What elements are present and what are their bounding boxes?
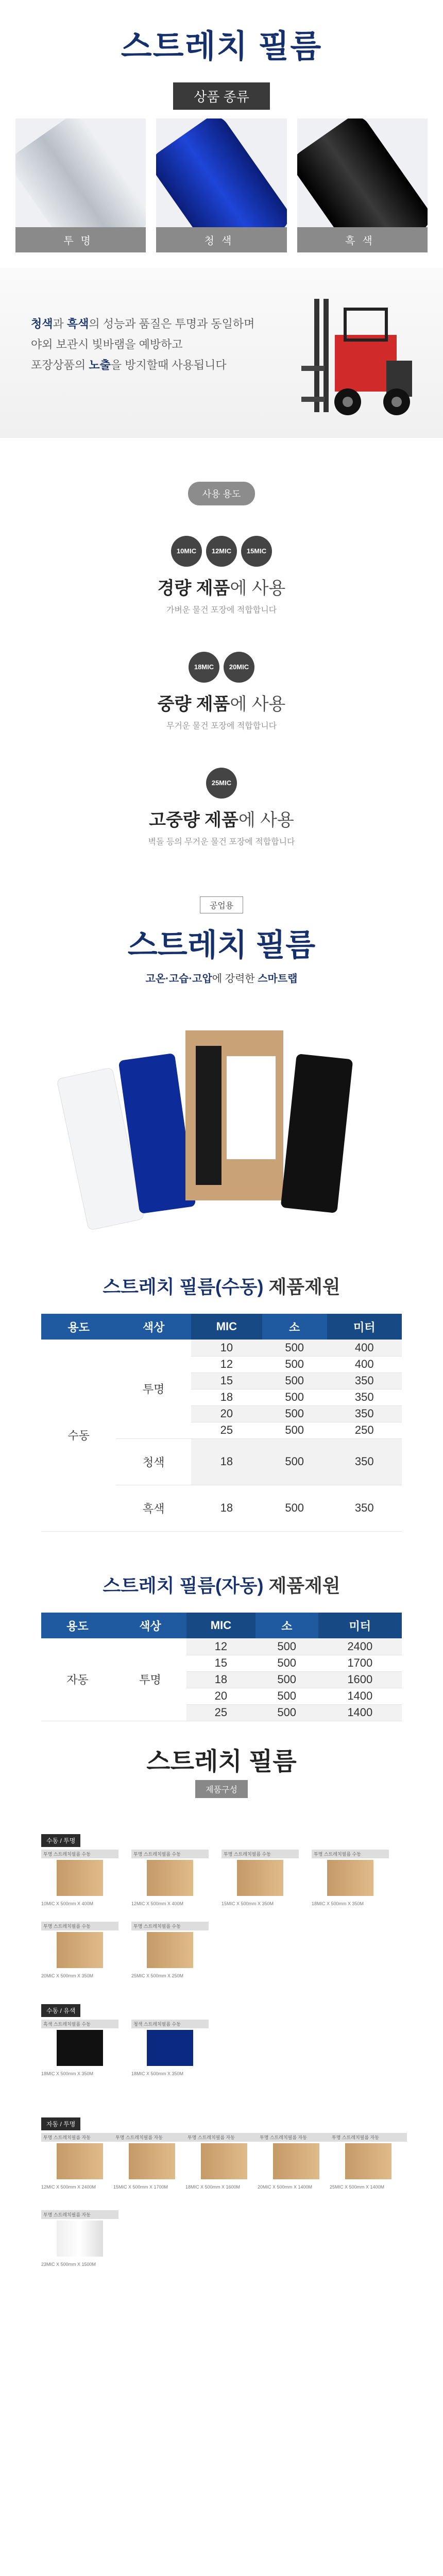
box-caption: 15MIC X 500mm X 1700M (113, 2184, 168, 2190)
spec-title-strong: 스트레치 필름(자동) (103, 1575, 264, 1596)
header-cell: 용도 (41, 1613, 114, 1638)
highlight-text: 청색 (31, 317, 53, 330)
meter-cell: 350 (327, 1405, 402, 1422)
usage-pill: 사용 용도 (188, 482, 255, 505)
table-row (41, 1340, 402, 1356)
box-caption: 15MIC X 500mm X 350M (222, 1901, 274, 1906)
spec-title-suffix: 제품제원 (263, 1276, 340, 1297)
box-image (345, 2143, 391, 2179)
mic-list (0, 536, 443, 567)
sub-text: 에 강력한 (212, 973, 258, 985)
product-box (41, 1922, 118, 1978)
product-box (312, 1850, 389, 1906)
usage-title (0, 574, 443, 599)
header-cell: MIC (191, 1314, 262, 1340)
meter-cell: 250 (327, 1422, 402, 1438)
usage-heavy (0, 768, 443, 847)
auto-spec-table (41, 1613, 402, 1721)
box-label: 투명 스트레치필름 수동 (41, 1922, 118, 1930)
mic-cell: 15 (191, 1372, 262, 1389)
header-cell: 미터 (327, 1314, 402, 1340)
product-box (222, 1850, 299, 1906)
sub-strong: 스마트랩 (258, 973, 298, 985)
mic-badge: 10MIC (171, 536, 202, 567)
meter-cell: 400 (327, 1356, 402, 1372)
text: 과 (53, 317, 67, 330)
box-label: 투명 스트레치필름 자동 (258, 2133, 335, 2142)
manual-spec-table (41, 1314, 402, 1532)
header-cell: 소 (255, 1613, 318, 1638)
color-cell: 투명 (114, 1638, 186, 1721)
usage-desc: 가벼운 물건 포장에 적합합니다 (166, 606, 277, 615)
meter-cell: 1400 (318, 1688, 402, 1704)
config-pill: 제품구성 (195, 1780, 248, 1798)
mic-badge: 18MIC (189, 652, 219, 683)
mic-badge: 20MIC (224, 652, 254, 683)
color-cell: 흑색 (116, 1485, 191, 1531)
header-cell: 미터 (318, 1613, 402, 1638)
group-cell: 자동 (41, 1638, 114, 1721)
box-image (147, 2030, 193, 2066)
box-image (57, 2143, 103, 2179)
box-caption: 20MIC X 500mm X 350M (41, 1973, 94, 1978)
mic-badge: 25MIC (206, 768, 237, 799)
spec-title-suffix: 제품제원 (263, 1575, 340, 1596)
group-label: 수동 / 유색 (41, 2004, 80, 2017)
meter-cell: 350 (327, 1485, 402, 1531)
box-caption: 18MIC X 500mm X 1600M (185, 2184, 241, 2190)
box-label: 투명 스트레치필름 자동 (41, 2133, 118, 2142)
box-label: 투명 스트레치필름 수동 (312, 1850, 389, 1858)
mic-cell: 10 (191, 1340, 262, 1356)
mic-cell: 18 (191, 1389, 262, 1405)
usage-title (0, 690, 443, 715)
box-caption: 12MIC X 500mm X 400M (131, 1901, 184, 1906)
mic-cell: 20 (186, 1688, 255, 1704)
color-cell: 청색 (116, 1438, 191, 1485)
table-header-row (41, 1613, 402, 1638)
box-image (57, 1860, 103, 1896)
meter-cell: 350 (327, 1389, 402, 1405)
category-pill: 상품 종류 (173, 82, 270, 110)
industrial-subtitle (0, 970, 443, 985)
usage-medium (0, 652, 443, 731)
so-cell: 500 (262, 1405, 327, 1422)
meter-cell: 1700 (318, 1655, 402, 1671)
so-cell: 500 (262, 1485, 327, 1531)
box-label: 투명 스트레치필름 수동 (131, 1922, 209, 1930)
box-label: 투명 스트레치필름 자동 (113, 2133, 191, 2142)
intro-line-1 (31, 314, 319, 334)
group-label: 자동 / 투명 (41, 2117, 80, 2130)
category-pill-wrap (0, 82, 443, 110)
so-cell: 500 (262, 1438, 327, 1485)
highlight-text: 흑색 (66, 317, 89, 330)
box-image (147, 1932, 193, 1968)
meter-cell: 2400 (318, 1638, 402, 1655)
product-box (185, 2133, 263, 2190)
product-box (41, 1850, 118, 1906)
config-section-title (0, 1741, 443, 1798)
industrial-tag: 공업용 (200, 896, 243, 913)
usage-light (0, 536, 443, 615)
mic-cell: 25 (191, 1422, 262, 1438)
mic-cell: 12 (186, 1638, 255, 1655)
intro-line-3 (31, 355, 319, 375)
mic-cell: 15 (186, 1655, 255, 1671)
mic-cell: 12 (191, 1356, 262, 1372)
type-label: 청색 (156, 227, 286, 252)
sub-strong: 고온·고습·고압 (145, 973, 212, 985)
box-label: 투명 스트레치필름 수동 (41, 1850, 118, 1858)
header-cell: 용도 (41, 1314, 116, 1340)
group-label: 수동 / 투명 (41, 1834, 80, 1847)
box-caption: 25MIC X 500mm X 250M (131, 1973, 184, 1978)
mic-cell: 25 (186, 1704, 255, 1721)
so-cell: 500 (262, 1340, 327, 1356)
product-box (41, 2133, 118, 2190)
config-title: 스트레치 필름 (146, 1748, 297, 1775)
box-image (57, 2030, 103, 2066)
box-image (273, 2143, 319, 2179)
so-cell: 500 (255, 1655, 318, 1671)
box-caption: 20MIC X 500mm X 1400M (258, 2184, 313, 2190)
mic-cell: 18 (191, 1485, 262, 1531)
usage-suffix: 에 사용 (230, 579, 286, 598)
mic-cell: 18 (186, 1671, 255, 1688)
meter-cell: 1600 (318, 1671, 402, 1688)
so-cell: 500 (255, 1704, 318, 1721)
box-caption: 25MIC X 500mm X 1400M (330, 2184, 385, 2190)
box-label: 청색 스트레치필름 수동 (131, 2020, 209, 2028)
product-box (330, 2133, 407, 2190)
highlight-text: 노출 (89, 359, 111, 371)
usage-title-strong: 경량 제품 (157, 579, 230, 598)
type-label: 투명 (15, 227, 146, 252)
header-cell: 소 (262, 1314, 327, 1340)
box-label: 투명 스트레치필름 수동 (222, 1850, 299, 1858)
header-cell: 색상 (116, 1314, 191, 1340)
mic-cell: 18 (191, 1438, 262, 1485)
box-caption: 18MIC X 500mm X 350M (312, 1901, 364, 1906)
box-caption: 10MIC X 500mm X 400M (41, 1901, 94, 1906)
mic-badge: 15MIC (241, 536, 272, 567)
text: 의 성능과 품질은 투명과 동일하며 (89, 317, 255, 330)
mic-list (0, 652, 443, 683)
industrial-section (0, 896, 443, 985)
box-caption: 18MIC X 500mm X 350M (41, 2071, 94, 2076)
mic-list (0, 768, 443, 799)
usage-pill-wrap (0, 482, 443, 505)
auto-spec-title (0, 1571, 443, 1598)
manual-spec-title (0, 1273, 443, 1299)
intro-line-2: 야외 보관시 빛바램을 예방하고 (31, 338, 183, 351)
box-label: 투명 스트레치필름 수동 (131, 1850, 209, 1858)
usage-desc: 무거운 물건 포장에 적합합니다 (166, 722, 277, 731)
product-box (131, 1850, 209, 1906)
text: 을 방지할때 사용됩니다 (110, 359, 227, 371)
header-cell: 색상 (114, 1613, 186, 1638)
box-caption: 12MIC X 500mm X 2400M (41, 2184, 96, 2190)
meter-cell: 400 (327, 1340, 402, 1356)
so-cell: 500 (262, 1356, 327, 1372)
box-image (201, 2143, 247, 2179)
box-caption: 23MIC X 500mm X 1500M (41, 2262, 96, 2267)
product-photo (0, 1010, 443, 1257)
product-box (131, 1922, 209, 1978)
product-types (15, 118, 428, 252)
so-cell: 500 (255, 1688, 318, 1704)
mic-badge: 12MIC (206, 536, 237, 567)
table-row (41, 1638, 402, 1655)
usage-desc: 벽돌 등의 무거운 물건 포장에 적합합니다 (148, 838, 295, 846)
text: 포장상품의 (31, 359, 89, 371)
mic-cell: 20 (191, 1405, 262, 1422)
table-header-row (41, 1314, 402, 1340)
box-image (57, 2221, 103, 2257)
color-cell: 투명 (116, 1340, 191, 1438)
product-box (41, 2210, 118, 2267)
usage-title (0, 806, 443, 831)
box-label: 투명 스트레치필름 자동 (41, 2210, 118, 2219)
product-box (41, 2020, 118, 2076)
box-image (147, 1860, 193, 1896)
type-label: 흑색 (297, 227, 428, 252)
box-caption: 18MIC X 500mm X 350M (131, 2071, 184, 2076)
so-cell: 500 (262, 1422, 327, 1438)
box-image (237, 1860, 283, 1896)
meter-cell: 1400 (318, 1704, 402, 1721)
usage-suffix: 에 사용 (238, 810, 294, 830)
hero-title: 스트레치 필름 (121, 29, 322, 64)
box-label: 투명 스트레치필름 자동 (185, 2133, 263, 2142)
type-card-black (297, 118, 428, 252)
box-label: 흑색 스트레치필름 수동 (41, 2020, 118, 2028)
box-image (57, 1932, 103, 1968)
type-card-clear (15, 118, 146, 252)
forklift-icon (299, 289, 428, 422)
so-cell: 500 (262, 1372, 327, 1389)
box-image (327, 1860, 373, 1896)
meter-cell: 350 (327, 1372, 402, 1389)
header-cell: MIC (186, 1613, 255, 1638)
product-box (131, 2020, 209, 2076)
so-cell: 500 (255, 1671, 318, 1688)
box-label: 투명 스트레치필름 자동 (330, 2133, 407, 2142)
usage-title-strong: 고중량 제품 (149, 810, 238, 830)
product-box (113, 2133, 191, 2190)
group-cell: 수동 (41, 1340, 116, 1531)
product-box (258, 2133, 335, 2190)
so-cell: 500 (262, 1389, 327, 1405)
usage-title-strong: 중량 제품 (157, 694, 230, 714)
usage-suffix: 에 사용 (230, 694, 286, 714)
meter-cell: 350 (327, 1438, 402, 1485)
so-cell: 500 (255, 1638, 318, 1655)
type-card-blue (156, 118, 286, 252)
industrial-title: 스트레치 필름 (127, 928, 316, 962)
intro-section (0, 268, 443, 438)
spec-title-strong: 스트레치 필름(수동) (103, 1276, 264, 1297)
box-image (129, 2143, 175, 2179)
